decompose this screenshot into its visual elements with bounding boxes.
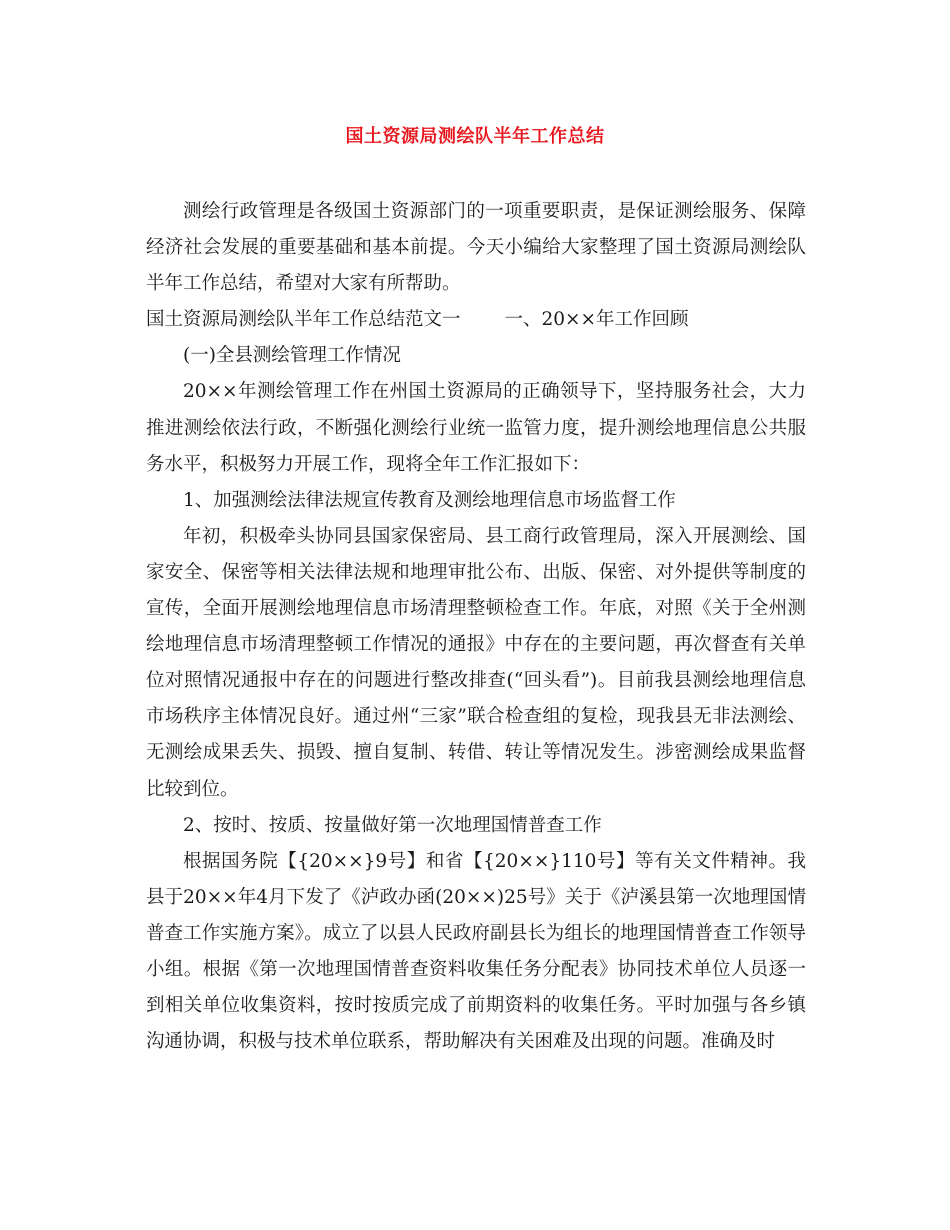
document-title: 国土资源局测绘队半年工作总结 [345, 126, 605, 147]
item-heading-1: 1、加强测绘法律法规宣传教育及测绘地理信息市场监督工作 [183, 489, 676, 511]
document-body [146, 194, 806, 1060]
sample-heading: 国土资源局测绘队半年工作总结范文一 [146, 309, 461, 331]
section-heading-line [146, 302, 806, 338]
review-heading: 一、20××年工作回顾 [504, 309, 689, 331]
body-paragraph: 年初，积极牵头协同县国家保密局、县工商行政管理局，深入开展测绘、国家安全、保密等相关法律法规和地理审批公布、出版、保密、对外提供等制度的宣传，全面开展测绘地理信息市场清理整顿检查工作。年底，对照《关于全州测绘地理信息市场清理整顿工作情况的通报》中存在的主要问题，再次督查有关单位对照情况通报中存在的问题进行整改排查(“回头看”)。目前我县测绘地理信息市场秩序主体情况良好。通过州“三家”联合检查组的复检，现我县无非法测绘、无测绘成果丢失、损毁、擅自复制、转借、转让等情况发生。涉密测绘成果监督比较到位。 [146, 525, 806, 800]
body-paragraph: 20××年测绘管理工作在州国土资源局的正确领导下，坚持服务社会，大力推进测绘依法行政，不断强化测绘行业统一监管力度，提升测绘地理信息公共服务水平，积极努力开展工作，现将全年工作汇报如下： [146, 381, 806, 475]
body-paragraph: 根据国务院【{20××}9号】和省【{20××}110号】等有关文件精神。我县于20××年4月下发了《泸政办函(20××)25号》关于《泸溪县第一次地理国情普查工作实施方案》。成立了以县人民政府副县长为组长的地理国情普查工作领导小组。根据《第一次地理国情普查资料收集任务分配表》协同技术单位人员逐一到相关单位收集资料，按时按质完成了前期资料的收集任务。平时加强与各乡镇沟通协调，积极与技术单位联系，帮助解决有关困难及出现的问题。准确及时 [146, 850, 806, 1053]
subsection-heading: (一)全县测绘管理工作情况 [183, 345, 401, 367]
item-heading-2: 2、按时、按质、按量做好第一次地理国情普查工作 [183, 814, 602, 836]
intro-paragraph: 测绘行政管理是各级国土资源部门的一项重要职责，是保证测绘服务、保障经济社会发展的重要基础和基本前提。今天小编给大家整理了国土资源局测绘队半年工作总结，希望对大家有所帮助。 [146, 201, 806, 295]
